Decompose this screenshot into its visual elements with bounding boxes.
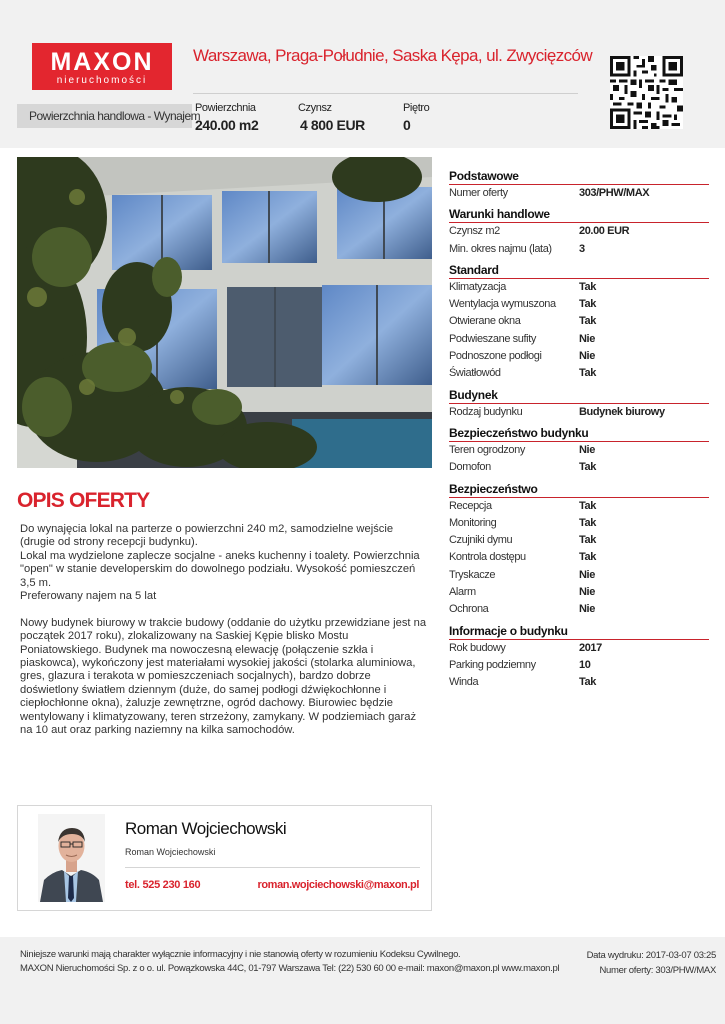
detail-row: [449, 442, 709, 459]
maxon-logo[interactable]: [32, 43, 172, 90]
detail-key: Monitoring: [449, 516, 497, 529]
stat-rent: [298, 102, 365, 133]
detail-row: [449, 601, 709, 618]
property-address: Warszawa, Praga-Południe, Saska Kępa, ul. Zwycięzców: [193, 46, 593, 65]
agent-avatar: [38, 814, 105, 902]
detail-key: Parking podziemny: [449, 658, 536, 671]
detail-value: Tak: [579, 516, 596, 529]
detail-value: Nie: [579, 586, 595, 599]
footer-company-info: MAXON Nieruchomości Sp. z o o. ul. Powązkowska 44C, 01-797 Warszawa Tel: (22) 530 60 00 e-mail: maxon@maxon.pl www.maxon.pl: [20, 963, 560, 974]
section-title-building-security: Bezpieczeństwo budynku: [449, 425, 709, 442]
agent-name: Roman Wojciechowski: [125, 819, 287, 838]
footer-legal: [20, 948, 559, 976]
section-title-building-info: Informacje o budynku: [449, 623, 709, 640]
stat-rent-value: 4 800 EUR: [300, 117, 365, 133]
detail-key: Czujniki dymu: [449, 534, 513, 547]
detail-value: Tak: [579, 367, 596, 380]
detail-row: [449, 567, 709, 584]
detail-value: 2017: [579, 641, 602, 654]
detail-row: [449, 279, 709, 296]
detail-key: Otwierane okna: [449, 315, 521, 328]
detail-key: Domofon: [449, 461, 491, 474]
agent-phone-link[interactable]: tel. 525 230 160: [125, 879, 201, 891]
header-divider: [193, 93, 578, 94]
detail-value: Tak: [579, 534, 596, 547]
detail-row: [449, 404, 709, 421]
stat-floor: [403, 102, 429, 133]
detail-row: [449, 348, 709, 365]
detail-value: 3: [579, 242, 585, 255]
logo-sub-text: nieruchomości: [56, 75, 148, 86]
section-title-security: Bezpieczeństwo: [449, 481, 709, 498]
detail-key: Podwieszane sufity: [449, 332, 536, 345]
details-panel: [449, 168, 709, 692]
footer-disclaimer: Niniejsze warunki mają charakter wyłącznie informacyjny i nie stanowią oferty w rozumieniu Kodeksu Cywilnego.: [20, 949, 461, 960]
section-title-standard: Standard: [449, 262, 709, 279]
detail-value: 303/PHW/MAX: [579, 187, 650, 199]
detail-row: [449, 365, 709, 382]
detail-row: [449, 313, 709, 330]
detail-value: Tak: [579, 298, 596, 311]
logo-main-text: MAXON: [50, 48, 154, 76]
detail-value: 10: [579, 658, 591, 671]
detail-row: [449, 657, 709, 674]
detail-value: Tak: [579, 551, 596, 564]
detail-key: Rok budowy: [449, 641, 506, 654]
detail-row: [449, 241, 709, 258]
detail-row: [449, 185, 709, 202]
detail-key: Podnoszone podłogi: [449, 350, 542, 363]
building-facade-image: [17, 157, 432, 468]
detail-row: [449, 331, 709, 348]
stat-area-label: Powierzchnia: [195, 102, 256, 114]
detail-row: [449, 296, 709, 313]
qr-code-icon[interactable]: [610, 56, 683, 129]
detail-value: Nie: [579, 332, 595, 345]
detail-key: Numer oferty: [449, 187, 508, 199]
property-photo[interactable]: [17, 157, 432, 468]
page-footer: [0, 937, 725, 1024]
detail-row: [449, 584, 709, 601]
detail-value: Tak: [579, 315, 596, 328]
offer-type-badge: Powierzchnia handlowa - Wynajem: [17, 104, 192, 128]
detail-value: Tak: [579, 676, 596, 689]
agent-divider: [125, 867, 420, 868]
stat-area-value: 240.00 m2: [195, 117, 259, 133]
detail-key: Teren ogrodzony: [449, 443, 525, 456]
description-text: Do wynajęcia lokal na parterze o powierzchni 240 m2, samodzielne wejście (drugie od strony recepcji budynku). Lokal ma wydzielone zaplecze socjalne - aneks kuchenny i toalety. Powierzchnia "open" w stanie developerskim do dowolnego podziału. Wysokość pomieszczeń 3,5 m. Preferowany najem na 5 lat Nowy budynek biurowy w trakcie budowy (oddanie do użytku przewidziane jest na początek 2017 roku), zlokalizowany na Saskiej Kępie blisko Mostu Poniatowskiego. Budynek ma nowoczesną elewację (połączenie szkła i piaskowca), wykończony jest materiałami wysokiej jakości (stolarka aluminiowa, gres, glazura i terakota w pomieszczeniach socjalnych), bardzo dobrze doświetlony światłem dziennym (duże, do samej podłogi dźwiękochłonne i ciepłochłonne okna), żaluzje zewnętrzne, ogród dachowy. Biurowiec będzie wentylowany i klimatyzowany, teren strzeżony, zamykany. W podziemiach garaż na 10 aut oraz parking naziemny na kilka samochodów.: [20, 523, 427, 737]
section-title-building: Budynek: [449, 387, 709, 404]
footer-print-date: Data wydruku: 2017-03-07 03:25: [586, 950, 716, 961]
detail-row: [449, 549, 709, 566]
stat-area: [195, 102, 258, 133]
footer-offer-number: Numer oferty: 303/PHW/MAX: [599, 965, 716, 976]
detail-value: Nie: [579, 350, 595, 363]
detail-value: Nie: [579, 603, 595, 616]
detail-key: Alarm: [449, 586, 476, 599]
detail-key: Światłowód: [449, 367, 501, 380]
detail-key: Ochrona: [449, 603, 489, 616]
stat-floor-label: Piętro: [403, 102, 430, 114]
page-header: [0, 0, 725, 148]
detail-row: [449, 459, 709, 476]
agent-email-link[interactable]: roman.wojciechowski@maxon.pl: [257, 879, 419, 891]
detail-row: [449, 498, 709, 515]
stat-rent-label: Czynsz: [298, 102, 332, 114]
detail-value: Nie: [579, 443, 595, 456]
agent-subtitle: Roman Wojciechowski: [125, 847, 216, 857]
detail-key: Min. okres najmu (lata): [449, 242, 552, 255]
detail-value: Tak: [579, 461, 596, 474]
section-title-terms: Warunki handlowe: [449, 206, 709, 223]
detail-key: Winda: [449, 676, 479, 689]
detail-key: Czynsz m2: [449, 225, 500, 238]
detail-key: Tryskacze: [449, 568, 496, 581]
detail-key: Wentylacja wymuszona: [449, 298, 556, 311]
detail-key: Recepcja: [449, 499, 492, 512]
detail-value: Tak: [579, 499, 596, 512]
detail-value: 20.00 EUR: [579, 225, 630, 238]
detail-row: [449, 674, 709, 691]
detail-row: [449, 223, 709, 240]
detail-key: Rodzaj budynku: [449, 405, 523, 418]
detail-key: Klimatyzacja: [449, 280, 506, 293]
detail-value: Budynek biurowy: [579, 405, 665, 418]
description-title: OPIS OFERTY: [17, 489, 150, 512]
footer-meta: [587, 948, 716, 978]
section-title-basic: Podstawowe: [449, 168, 709, 185]
agent-card: [17, 805, 432, 911]
detail-row: [449, 532, 709, 549]
detail-value: Tak: [579, 280, 596, 293]
stat-floor-value: 0: [403, 117, 411, 133]
detail-row: [449, 640, 709, 657]
detail-key: Kontrola dostępu: [449, 551, 526, 564]
detail-row: [449, 515, 709, 532]
detail-value: Nie: [579, 568, 595, 581]
